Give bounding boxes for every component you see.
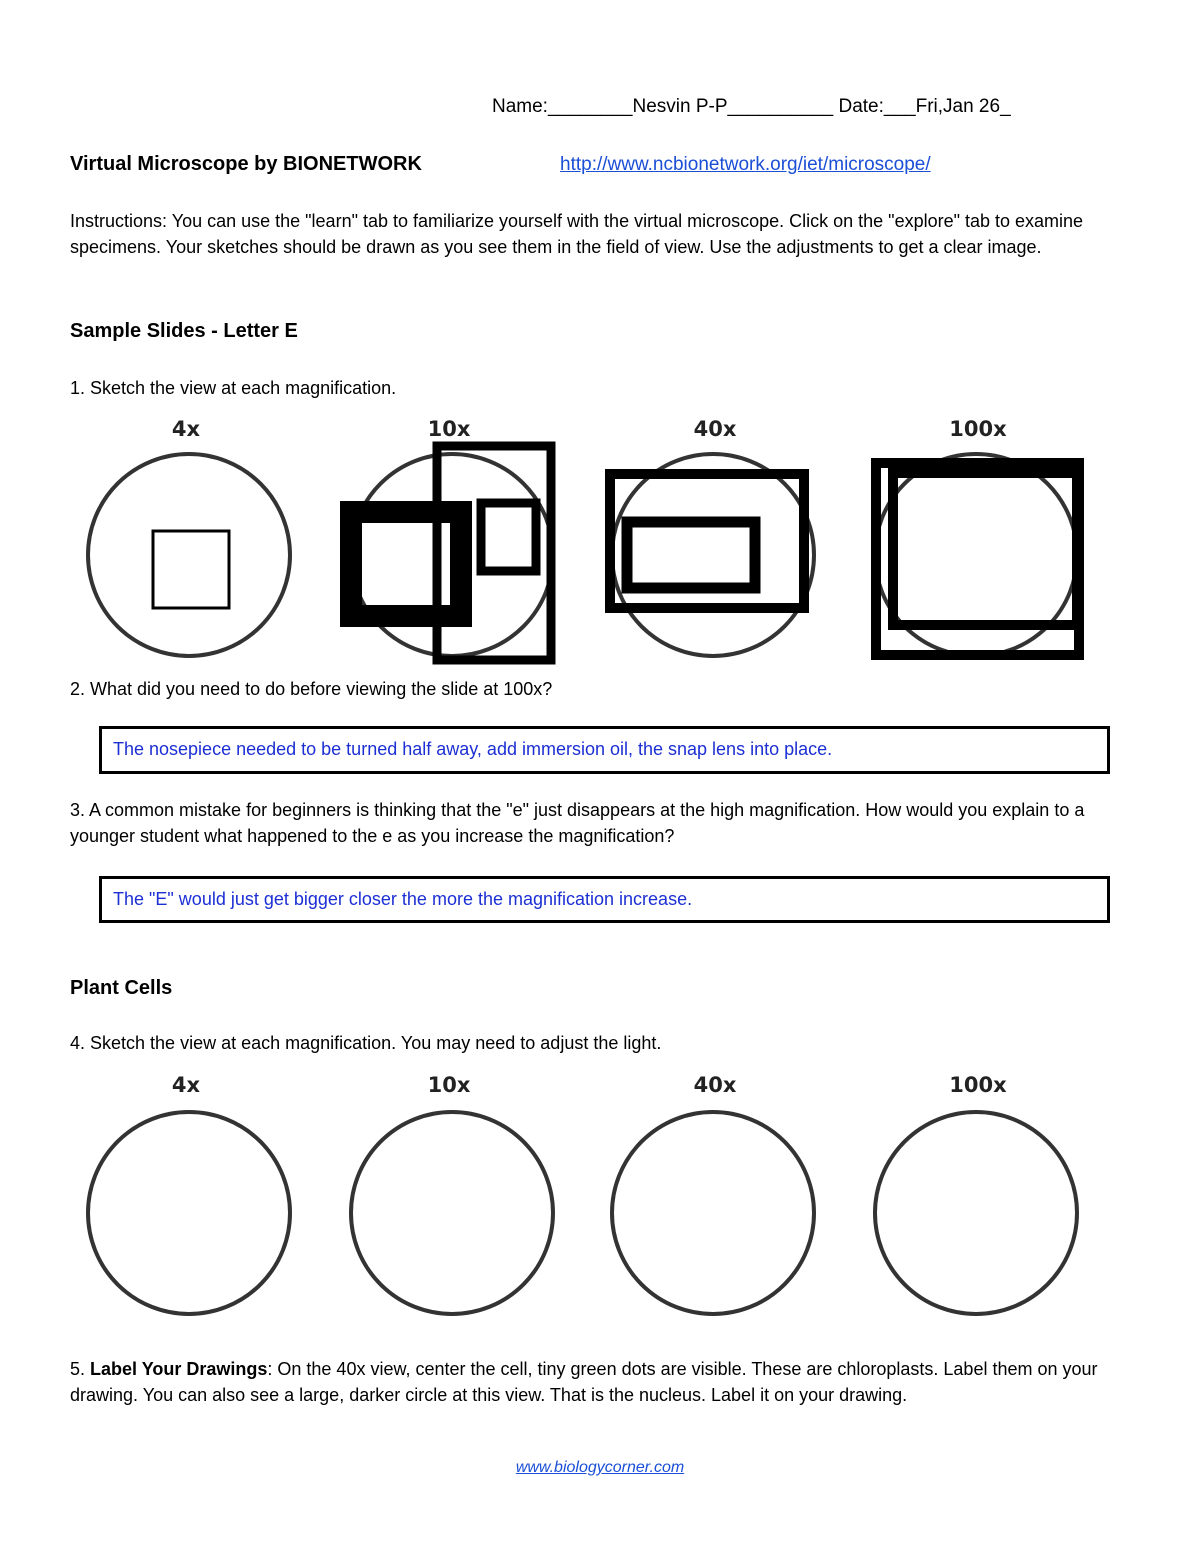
question-5 xyxy=(70,1356,1150,1408)
microscope-url-link[interactable]: http://www.ncbionetwork.org/iet/microscope/ xyxy=(560,154,931,175)
plant-mag-label-10x: 10x xyxy=(427,1073,471,1097)
plant-cell-sketch-areas xyxy=(0,1100,1200,1320)
footer xyxy=(0,1459,1200,1477)
sketch-100x xyxy=(875,454,1079,656)
answer-3-text: The "E" would just get bigger closer the more the magnification increase. xyxy=(113,889,693,909)
question-4: 4. Sketch the view at each magnification. You may need to adjust the light. xyxy=(70,1033,662,1053)
mag-label-10x: 10x xyxy=(427,417,471,441)
question-5-text: : On the 40x view, center the cell, tiny green dots are visible. These are chloroplasts. Label them on your drawing. You can also see a large, darker circle at this view. That is the nucleus. Label it on your drawing. xyxy=(70,1359,1098,1405)
plant-sketch-circle-4x[interactable] xyxy=(88,1112,290,1314)
plant-mag-label-4x: 4x xyxy=(171,1073,201,1097)
question-1: 1. Sketch the view at each magnification. xyxy=(70,378,397,398)
plant-mag-label-40x: 40x xyxy=(693,1073,737,1097)
answer-box-2[interactable] xyxy=(99,726,1110,774)
section-heading-plant-cells: Plant Cells xyxy=(70,977,173,999)
plant-sketch-circle-100x[interactable] xyxy=(875,1112,1077,1314)
sketch-10x xyxy=(351,446,553,660)
question-2: 2. What did you need to do before viewing the slide at 100x? xyxy=(70,679,553,699)
question-5-number: 5. xyxy=(70,1359,91,1379)
mag-label-100x: 100x xyxy=(949,417,1007,441)
plant-sketch-circle-10x[interactable] xyxy=(351,1112,553,1314)
answer-box-3[interactable] xyxy=(99,876,1110,923)
mag-label-40x: 40x xyxy=(693,417,737,441)
section-heading-letter-e: Sample Slides - Letter E xyxy=(70,320,298,342)
sketch-40x xyxy=(610,454,814,656)
name-date-line: Name:________Nesvin P-P__________ Date:___Fri,Jan 26_ xyxy=(492,96,1011,117)
instructions-text: Instructions: You can use the "learn" tab to familiarize yourself with the virtual microscope. Click on the "explore" tab to examine specimens. Your sketches should be drawn as you see them in the field of view. Use the adjustments to get a clear image. xyxy=(70,211,1084,257)
mag-label-4x: 4x xyxy=(171,417,201,441)
letter-e-sketches xyxy=(0,440,1200,670)
answer-2-text: The nosepiece needed to be turned half away, add immersion oil, the snap lens into place. xyxy=(113,739,833,759)
plant-sketch-circle-40x[interactable] xyxy=(612,1112,814,1314)
question-5-bold-label: Label Your Drawings xyxy=(90,1359,268,1379)
footer-link[interactable]: www.biologycorner.com xyxy=(515,1459,685,1476)
question-3: 3. A common mistake for beginners is thinking that the "e" just disappears at the high magnification. How would you explain to a younger student what happened to the e as you increase the magnification? xyxy=(70,800,1085,846)
plant-mag-label-100x: 100x xyxy=(949,1073,1007,1097)
sketch-4x xyxy=(88,454,290,656)
document-title: Virtual Microscope by BIONETWORK xyxy=(70,153,422,175)
